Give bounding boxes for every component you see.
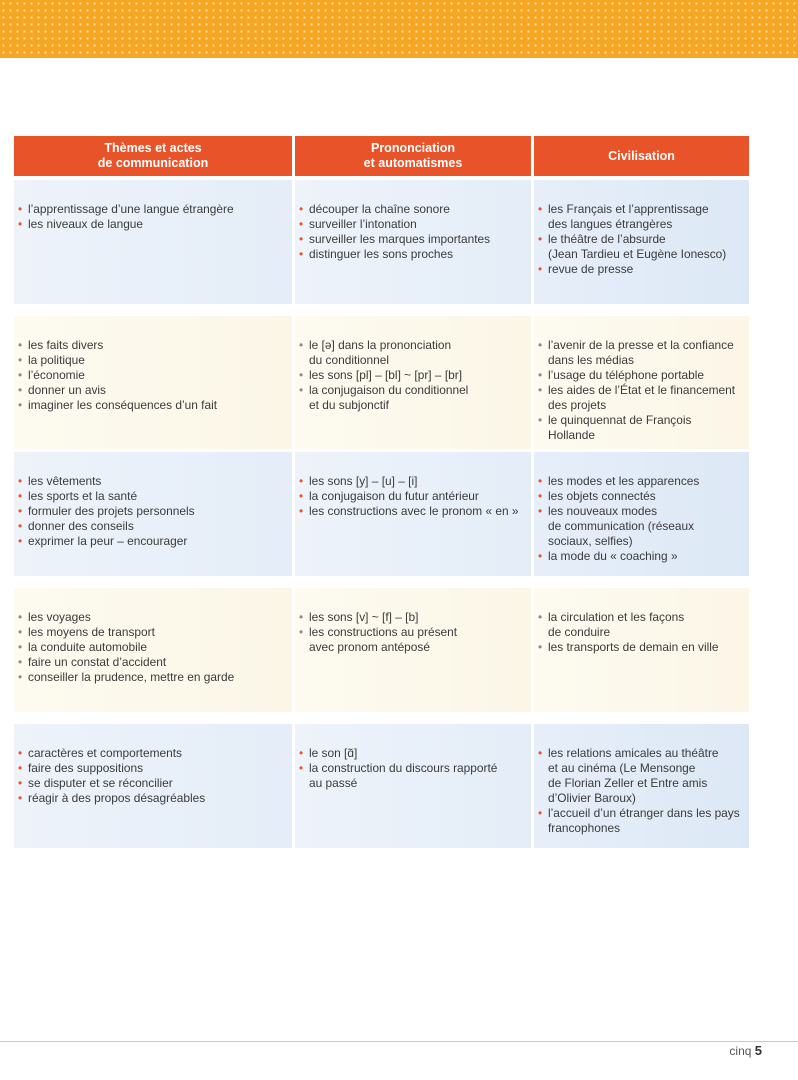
list-item: • les niveaux de langue	[18, 217, 284, 232]
table-header	[14, 136, 749, 176]
bullet-list	[538, 474, 741, 564]
list-item: • donner un avis	[18, 383, 284, 398]
list-item: • les constructions avec le pronom « en »	[299, 504, 523, 519]
list-item: • les vêtements	[18, 474, 284, 489]
header-themes: Thèmes et actes de communication	[14, 136, 292, 176]
list-item: • l’apprentissage d’une langue étrangère	[18, 202, 284, 217]
list-item: • donner des conseils	[18, 519, 284, 534]
list-item: • les sons [v] ~ [f] – [b]	[299, 610, 523, 625]
bullet-list	[18, 338, 284, 413]
bullet-list	[18, 474, 284, 549]
list-item: • les objets connectés	[538, 489, 741, 504]
list-item: • le théâtre de l’absurde (Jean Tardieu et Eugène Ionesco)	[538, 232, 741, 262]
list-item: • formuler des projets personnels	[18, 504, 284, 519]
list-item: • les moyens de transport	[18, 625, 284, 640]
list-item: • faire des suppositions	[18, 761, 284, 776]
list-item: • les constructions au présent avec pronom antéposé	[299, 625, 523, 655]
list-item: • les nouveaux modes de communication (réseaux sociaux, selfies)	[538, 504, 741, 549]
bullet-list	[299, 338, 523, 413]
list-item: • exprimer la peur – encourager	[18, 534, 284, 549]
list-item: • la circulation et les façons de conduire	[538, 610, 741, 640]
list-item: • conseiller la prudence, mettre en garde	[18, 670, 284, 685]
cell-civilisation	[534, 588, 749, 712]
bullet-list	[538, 202, 741, 277]
list-item: • réagir à des propos désagréables	[18, 791, 284, 806]
page-number-digit: 5	[754, 1043, 762, 1058]
table-row	[14, 316, 749, 440]
list-item: • la construction du discours rapporté au passé	[299, 761, 523, 791]
cell-themes	[14, 180, 292, 304]
cell-themes	[14, 452, 292, 576]
list-item: • les relations amicales au théâtre et au cinéma (Le Mensonge de Florian Zeller et Entre amis d’Olivier Baroux)	[538, 746, 741, 806]
list-item: • la politique	[18, 353, 284, 368]
list-item: • l’accueil d’un étranger dans les pays francophones	[538, 806, 741, 836]
list-item: • la conjugaison du conditionnel et du subjonctif	[299, 383, 523, 413]
table-row	[14, 724, 749, 848]
bullet-list	[538, 338, 741, 443]
list-item: • surveiller l’intonation	[299, 217, 523, 232]
bullet-list	[299, 202, 523, 262]
contents-table	[14, 136, 749, 848]
bullet-list	[299, 474, 523, 519]
list-item: • les sons [pl] – [bl] ~ [pr] – [br]	[299, 368, 523, 383]
list-item: • les faits divers	[18, 338, 284, 353]
list-item: • les sons [y] – [u] – [i]	[299, 474, 523, 489]
bullet-list	[18, 202, 284, 232]
bullet-list	[538, 746, 741, 836]
list-item: • les voyages	[18, 610, 284, 625]
cell-civilisation	[534, 452, 749, 576]
header-prononciation: Prononciation et automatismes	[295, 136, 531, 176]
list-item: • le quinquennat de François Hollande	[538, 413, 741, 443]
list-item: • la conjugaison du futur antérieur	[299, 489, 523, 504]
list-item: • le [ə] dans la prononciation du conditionnel	[299, 338, 523, 368]
cell-civilisation	[534, 316, 749, 449]
list-item: • l’usage du téléphone portable	[538, 368, 741, 383]
cell-themes	[14, 724, 292, 848]
cell-prononciation	[295, 316, 531, 449]
table-row	[14, 452, 749, 576]
header-civilisation: Civilisation	[534, 136, 749, 176]
list-item: • l’avenir de la presse et la confiance dans les médias	[538, 338, 741, 368]
list-item: • faire un constat d’accident	[18, 655, 284, 670]
list-item: • distinguer les sons proches	[299, 247, 523, 262]
list-item: • le son [ɑ̃]	[299, 746, 523, 761]
list-item: • découper la chaîne sonore	[299, 202, 523, 217]
cell-prononciation	[295, 724, 531, 848]
cell-prononciation	[295, 588, 531, 712]
cell-prononciation	[295, 452, 531, 576]
bullet-list	[299, 746, 523, 791]
list-item: • les Français et l’apprentissage des langues étrangères	[538, 202, 741, 232]
cell-civilisation	[534, 724, 749, 848]
bullet-list	[18, 746, 284, 806]
list-item: • les sports et la santé	[18, 489, 284, 504]
list-item: • les transports de demain en ville	[538, 640, 741, 655]
cell-themes	[14, 588, 292, 712]
list-item: • la conduite automobile	[18, 640, 284, 655]
bullet-list	[299, 610, 523, 655]
bullet-list	[18, 610, 284, 685]
list-item: • se disputer et se réconcilier	[18, 776, 284, 791]
list-item: • l’économie	[18, 368, 284, 383]
page-number-word: cinq	[729, 1044, 752, 1058]
list-item: • la mode du « coaching »	[538, 549, 741, 564]
table-row	[14, 180, 749, 304]
list-item: • surveiller les marques importantes	[299, 232, 523, 247]
bullet-list	[538, 610, 741, 655]
footer-divider	[0, 1041, 798, 1042]
cell-themes	[14, 316, 292, 449]
list-item: • les modes et les apparences	[538, 474, 741, 489]
list-item: • revue de presse	[538, 262, 741, 277]
cell-prononciation	[295, 180, 531, 304]
list-item: • caractères et comportements	[18, 746, 284, 761]
top-decorative-band	[0, 0, 798, 58]
cell-civilisation	[534, 180, 749, 304]
page-number	[729, 1043, 762, 1058]
list-item: • imaginer les conséquences d’un fait	[18, 398, 284, 413]
table-row	[14, 588, 749, 712]
list-item: • les aides de l’État et le financement des projets	[538, 383, 741, 413]
